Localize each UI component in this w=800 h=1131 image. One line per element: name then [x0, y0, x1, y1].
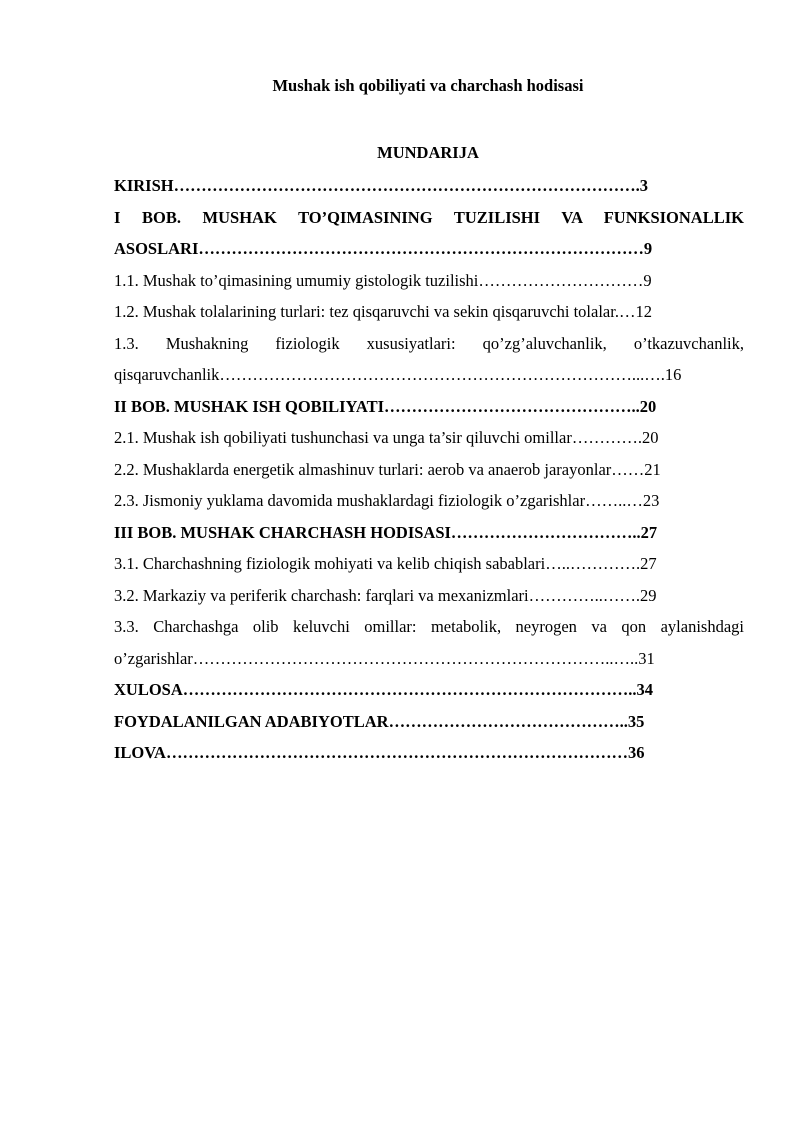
- toc-heading: MUNDARIJA: [377, 143, 479, 162]
- toc-entry: [114, 706, 744, 738]
- toc-entry-text: II BOB. MUSHAK ISH QOBILIYATI………………………………………..20: [114, 396, 657, 416]
- toc-entry: [114, 611, 744, 643]
- toc-entry-text: 3.1. Charchashning fiziologik mohiyati va kelib chiqish sabablari…..………….27: [114, 554, 657, 573]
- document-title: Mushak ish qobiliyati va charchash hodisasi: [272, 76, 584, 95]
- toc-entry: [114, 643, 744, 675]
- toc-entry-text: ILOVA…………………………………………………………………………36: [114, 743, 645, 762]
- toc-entry: [114, 328, 744, 360]
- toc-entry: [114, 359, 744, 391]
- toc-entry-text: ASOSLARI………………………………………………………………………9: [114, 239, 653, 258]
- toc-entry: [114, 422, 744, 454]
- toc-entry: [114, 391, 744, 423]
- toc-entry: [114, 170, 744, 202]
- toc-entry: [114, 548, 744, 580]
- toc-entry-text: o’zgarishlar…………………………………………………………………..…..31: [114, 648, 655, 668]
- toc-entry-text: 2.3. Jismoniy yuklama davomida mushaklardagi fiziologik o’zgarishlar……..…23: [114, 491, 660, 510]
- toc-entry-text: III BOB. MUSHAK CHARCHASH HODISASI……………………………..27: [114, 522, 658, 542]
- toc-entry-text: KIRISH………………………………………………………………………….3: [114, 176, 648, 195]
- toc-entry-text: 2.1. Mushak ish qobiliyati tushunchasi va unga ta’sir qiluvchi omillar………….20: [114, 428, 659, 447]
- toc-entry-text: 1.1. Mushak to’qimasining umumiy gistologik tuzilishi…………………………9: [114, 270, 652, 290]
- toc-entry: [114, 737, 744, 769]
- toc-entry: [114, 233, 744, 265]
- toc-entry: [114, 517, 744, 549]
- toc-entry: [114, 485, 744, 517]
- toc-entry-text: 1.3. Mushakning fiziologik xususiyatlari: qo’zg’aluvchanlik, o’tkazuvchanlik,: [114, 333, 744, 353]
- table-of-contents: [114, 170, 744, 769]
- toc-entry-text: 3.3. Charchashga olib keluvchi omillar: metabolik, neyrogen va qon aylanishdagi: [114, 617, 744, 636]
- toc-entry-text: qisqaruvchanlik…………………………………………………………………...….16: [114, 365, 682, 384]
- toc-entry: [114, 580, 744, 612]
- toc-entry: [114, 296, 744, 328]
- toc-entry-text: XULOSA………………………………………………………………………..34: [114, 680, 654, 699]
- toc-entry: [114, 202, 744, 234]
- toc-entry-text: I BOB. MUSHAK TO’QIMASINING TUZILISHI VA FUNKSIONALLIK: [114, 207, 744, 227]
- toc-entry-text: FOYDALANILGAN ADABIYOTLAR……………………………………..35: [114, 711, 645, 731]
- toc-entry: [114, 454, 744, 486]
- toc-entry: [114, 265, 744, 297]
- toc-entry-text: 2.2. Mushaklarda energetik almashinuv turlari: aerob va anaerob jarayonlar……21: [114, 459, 661, 479]
- toc-entry-text: 3.2. Markaziy va periferik charchash: farqlari va mexanizmlari…………..…….29: [114, 585, 657, 605]
- toc-entry-text: 1.2. Mushak tolalarining turlari: tez qisqaruvchi va sekin qisqaruvchi tolalar.…12: [114, 302, 652, 321]
- toc-entry: [114, 674, 744, 706]
